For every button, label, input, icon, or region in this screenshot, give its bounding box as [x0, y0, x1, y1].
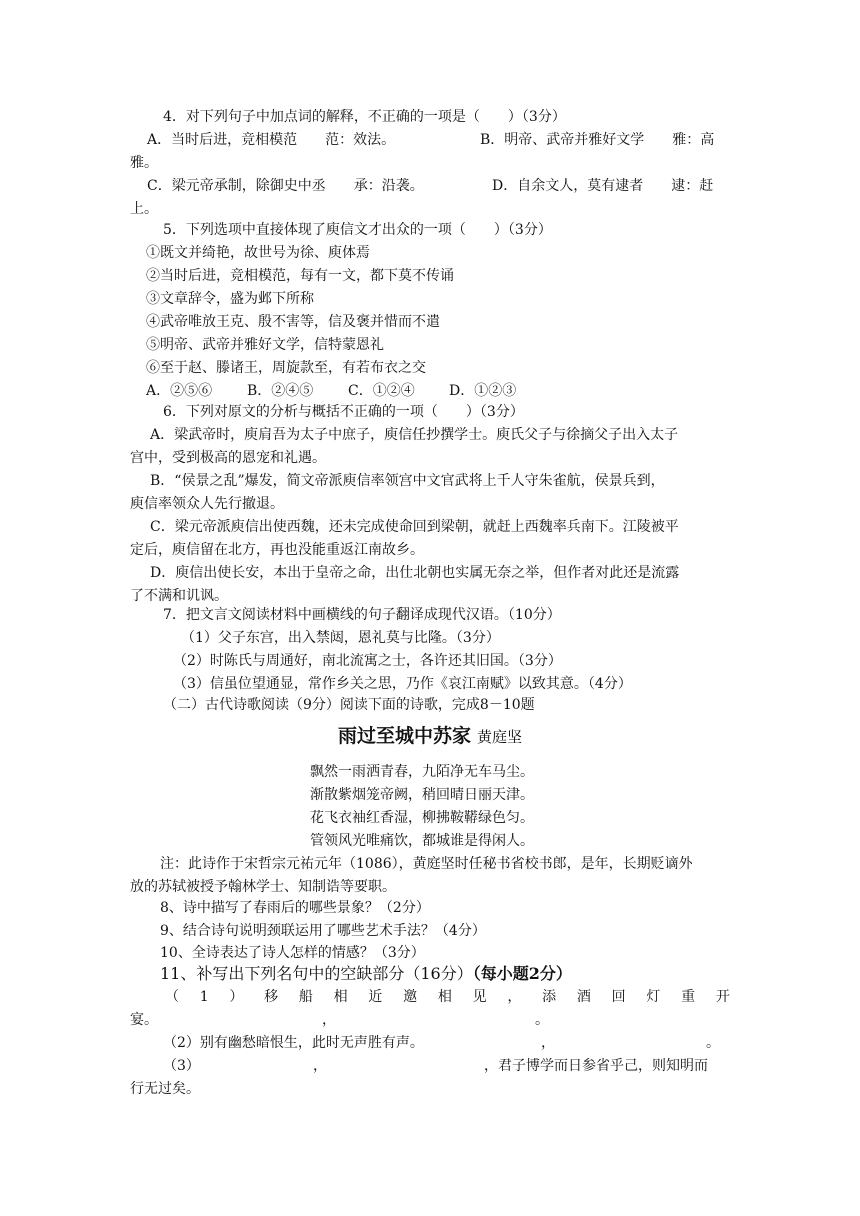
q6-option-d: D．庾信出使长安，本出于皇帝之命，出仕北朝也实属无奈之举，但作者对此还是流露	[150, 565, 680, 581]
q4-option-a: A．当时后进，竞相模范 范：效法。	[147, 132, 396, 148]
q5-option-b: B．②④⑤	[247, 383, 314, 399]
q6-option-b: B．“侯景之乱”爆发，简文帝派庾信率领宫中文官武将上千人守朱雀航，侯景兵到，	[150, 473, 665, 489]
q11-l1-char: 酒	[576, 989, 591, 1005]
q6-option-a-cont: 宫中，受到极高的恩宠和礼遇。	[130, 450, 326, 466]
q11-line-3-blank-comma: ，	[313, 1058, 327, 1074]
q5-item-2: ②当时后进，竞相模范，每有一文，都下莫不传诵	[146, 268, 454, 284]
q11-l1-char: 重	[681, 989, 696, 1005]
q5-option-c: C．①②④	[348, 383, 415, 399]
q6-option-c-cont: 定后，庾信留在北方，再也没能重返江南故乡。	[130, 542, 424, 558]
q7-sentence-1: （1）父子东宫，出入禁闼，恩礼莫与比隆。（3分）	[181, 630, 500, 646]
q11-line-1-blank-comma: ，	[322, 1012, 336, 1028]
q11-stem-bold: （每小题2分）	[472, 964, 572, 983]
q4-stem: 4．对下列句子中加点词的解释，不正确的一项是（ ）（3分）	[163, 109, 566, 125]
q5-item-3: ③文章辞令，盛为邺下所称	[146, 291, 314, 307]
q10: 10、全诗表达了诗人怎样的情感？（3分）	[160, 945, 425, 961]
q11-stem	[160, 963, 572, 986]
q11-line-1-blank-period: 。	[535, 1012, 549, 1028]
poem-line-1: 飘然一雨洒青春，九陌净无车马尘。	[310, 764, 534, 780]
q11-l1-char: （	[165, 989, 179, 1005]
q6-option-a: A．梁武帝时，庾肩吾为太子中庶子，庾信任抄撰学士。庾氏父子与徐摘父子出入太子	[150, 427, 679, 443]
q5-stem: 5．下列选项中直接体现了庾信文才出众的一项（ ）（3分）	[163, 222, 552, 238]
q11-l1-char: 1	[199, 989, 209, 1005]
q9: 9、结合诗句说明颈联运用了哪些艺术手法？（4分）	[160, 923, 486, 939]
q6-option-d-cont: 了不满和讥讽。	[130, 588, 228, 604]
q6-option-c: C．梁元帝派庾信出使西魏，还未完成使命回到梁朝，就赶上西魏率兵南下。江陵被平	[150, 519, 679, 535]
q11-line-2-blank-period: 。	[706, 1035, 720, 1051]
poem-note-cont: 放的苏轼被授予翰林学士、知制诰等要职。	[130, 879, 396, 895]
q11-l1-char: 近	[368, 989, 383, 1005]
q11-l1-char: 相	[333, 989, 348, 1005]
q5-item-6: ⑥至于赵、滕诸王，周旋款至，有若布衣之交	[146, 360, 426, 376]
poem-author: 黄庭坚	[477, 728, 523, 746]
q11-stem-text: 11、补写出下列名句中的空缺部分（16分）	[160, 964, 473, 983]
q11-line-2-blank-comma: ，	[541, 1035, 555, 1051]
q11-l1-char: 开	[715, 989, 730, 1005]
q4-option-d: D．自余文人，莫有逮者 逮：赶	[492, 178, 714, 194]
q4-option-c: C．梁元帝承制，除御史中丞 承：沿袭。	[147, 178, 424, 194]
q11-l1-char: 灯	[646, 989, 661, 1005]
q7-sentence-2: （2）时陈氏与周通好，南北流寓之士，各许还其旧国。（3分）	[173, 653, 562, 669]
q11-l1-char: 移	[264, 989, 279, 1005]
q5-item-4: ④武帝唯放王克、殷不害等，信及褒并惜而不遣	[146, 314, 440, 330]
poem-title: 雨过至城中苏家	[337, 725, 471, 747]
q5-option-a: A．②⑤⑥	[146, 383, 213, 399]
q11-line-1-cont: 宴。	[130, 1012, 158, 1028]
q11-line-3-text: ，君子博学而日参省乎己，则知明而	[484, 1058, 708, 1074]
q6-stem: 6．下列对原文的分析与概括不正确的一项（ ）（3分）	[163, 404, 524, 420]
q11-line-3-cont: 行无过矣。	[130, 1081, 200, 1097]
q5-item-1: ①既文并绮艳，故世号为徐、庾体焉	[146, 245, 370, 261]
q6-option-b-cont: 庾信率领众人先行撤退。	[130, 496, 284, 512]
q11-l1-char: 添	[542, 989, 557, 1005]
q11-l1-char: 见	[472, 989, 487, 1005]
q11-l1-char: 船	[298, 989, 313, 1005]
q11-line-3-num: （3）	[163, 1058, 200, 1074]
poem-line-2: 渐散紫烟笼帝阙，稍回晴日丽天津。	[310, 787, 534, 803]
q11-line-2: （2）别有幽愁暗恨生，此时无声胜有声。	[163, 1035, 424, 1051]
q11-l1-char: 邀	[403, 989, 418, 1005]
q4-option-d-cont: 上。	[130, 201, 158, 217]
section-2-heading: （二）古代诗歌阅读（9分）阅读下面的诗歌，完成8－10题	[163, 697, 535, 713]
q5-item-5: ⑤明帝、武帝并雅好文学，信特蒙恩礼	[146, 337, 384, 353]
q11-line-1	[165, 986, 730, 1009]
poem-title-row	[0, 722, 860, 751]
q5-option-d: D．①②③	[449, 383, 517, 399]
q11-l1-char: 回	[611, 989, 626, 1005]
q4-option-b: B．明帝、武帝并雅好文学 雅：高	[480, 132, 715, 148]
q4-option-b-cont: 雅。	[130, 155, 158, 171]
q7-sentence-3: （3）信虽位望通显，常作乡关之思，乃作《哀江南赋》以致其意。（4分）	[173, 676, 632, 692]
q11-l1-char: 相	[437, 989, 452, 1005]
q11-l1-char: ，	[507, 989, 522, 1005]
poem-line-3: 花飞衣袖红香湿，柳拂鞍鞯绿色匀。	[310, 810, 534, 826]
poem-note: 注：此诗作于宋哲宗元祐元年（1086），黄庭坚时任秘书省校书郎，是年，长期贬谪外	[160, 856, 693, 872]
q7-stem: 7．把文言文阅读材料中画横线的句子翻译成现代汉语。（10分）	[163, 607, 561, 623]
q8: 8、诗中描写了春雨后的哪些景象？（2分）	[160, 900, 430, 916]
poem-line-4: 管领风光唯痛饮，都城谁是得闲人。	[310, 833, 534, 849]
q11-l1-char: ）	[229, 989, 244, 1005]
